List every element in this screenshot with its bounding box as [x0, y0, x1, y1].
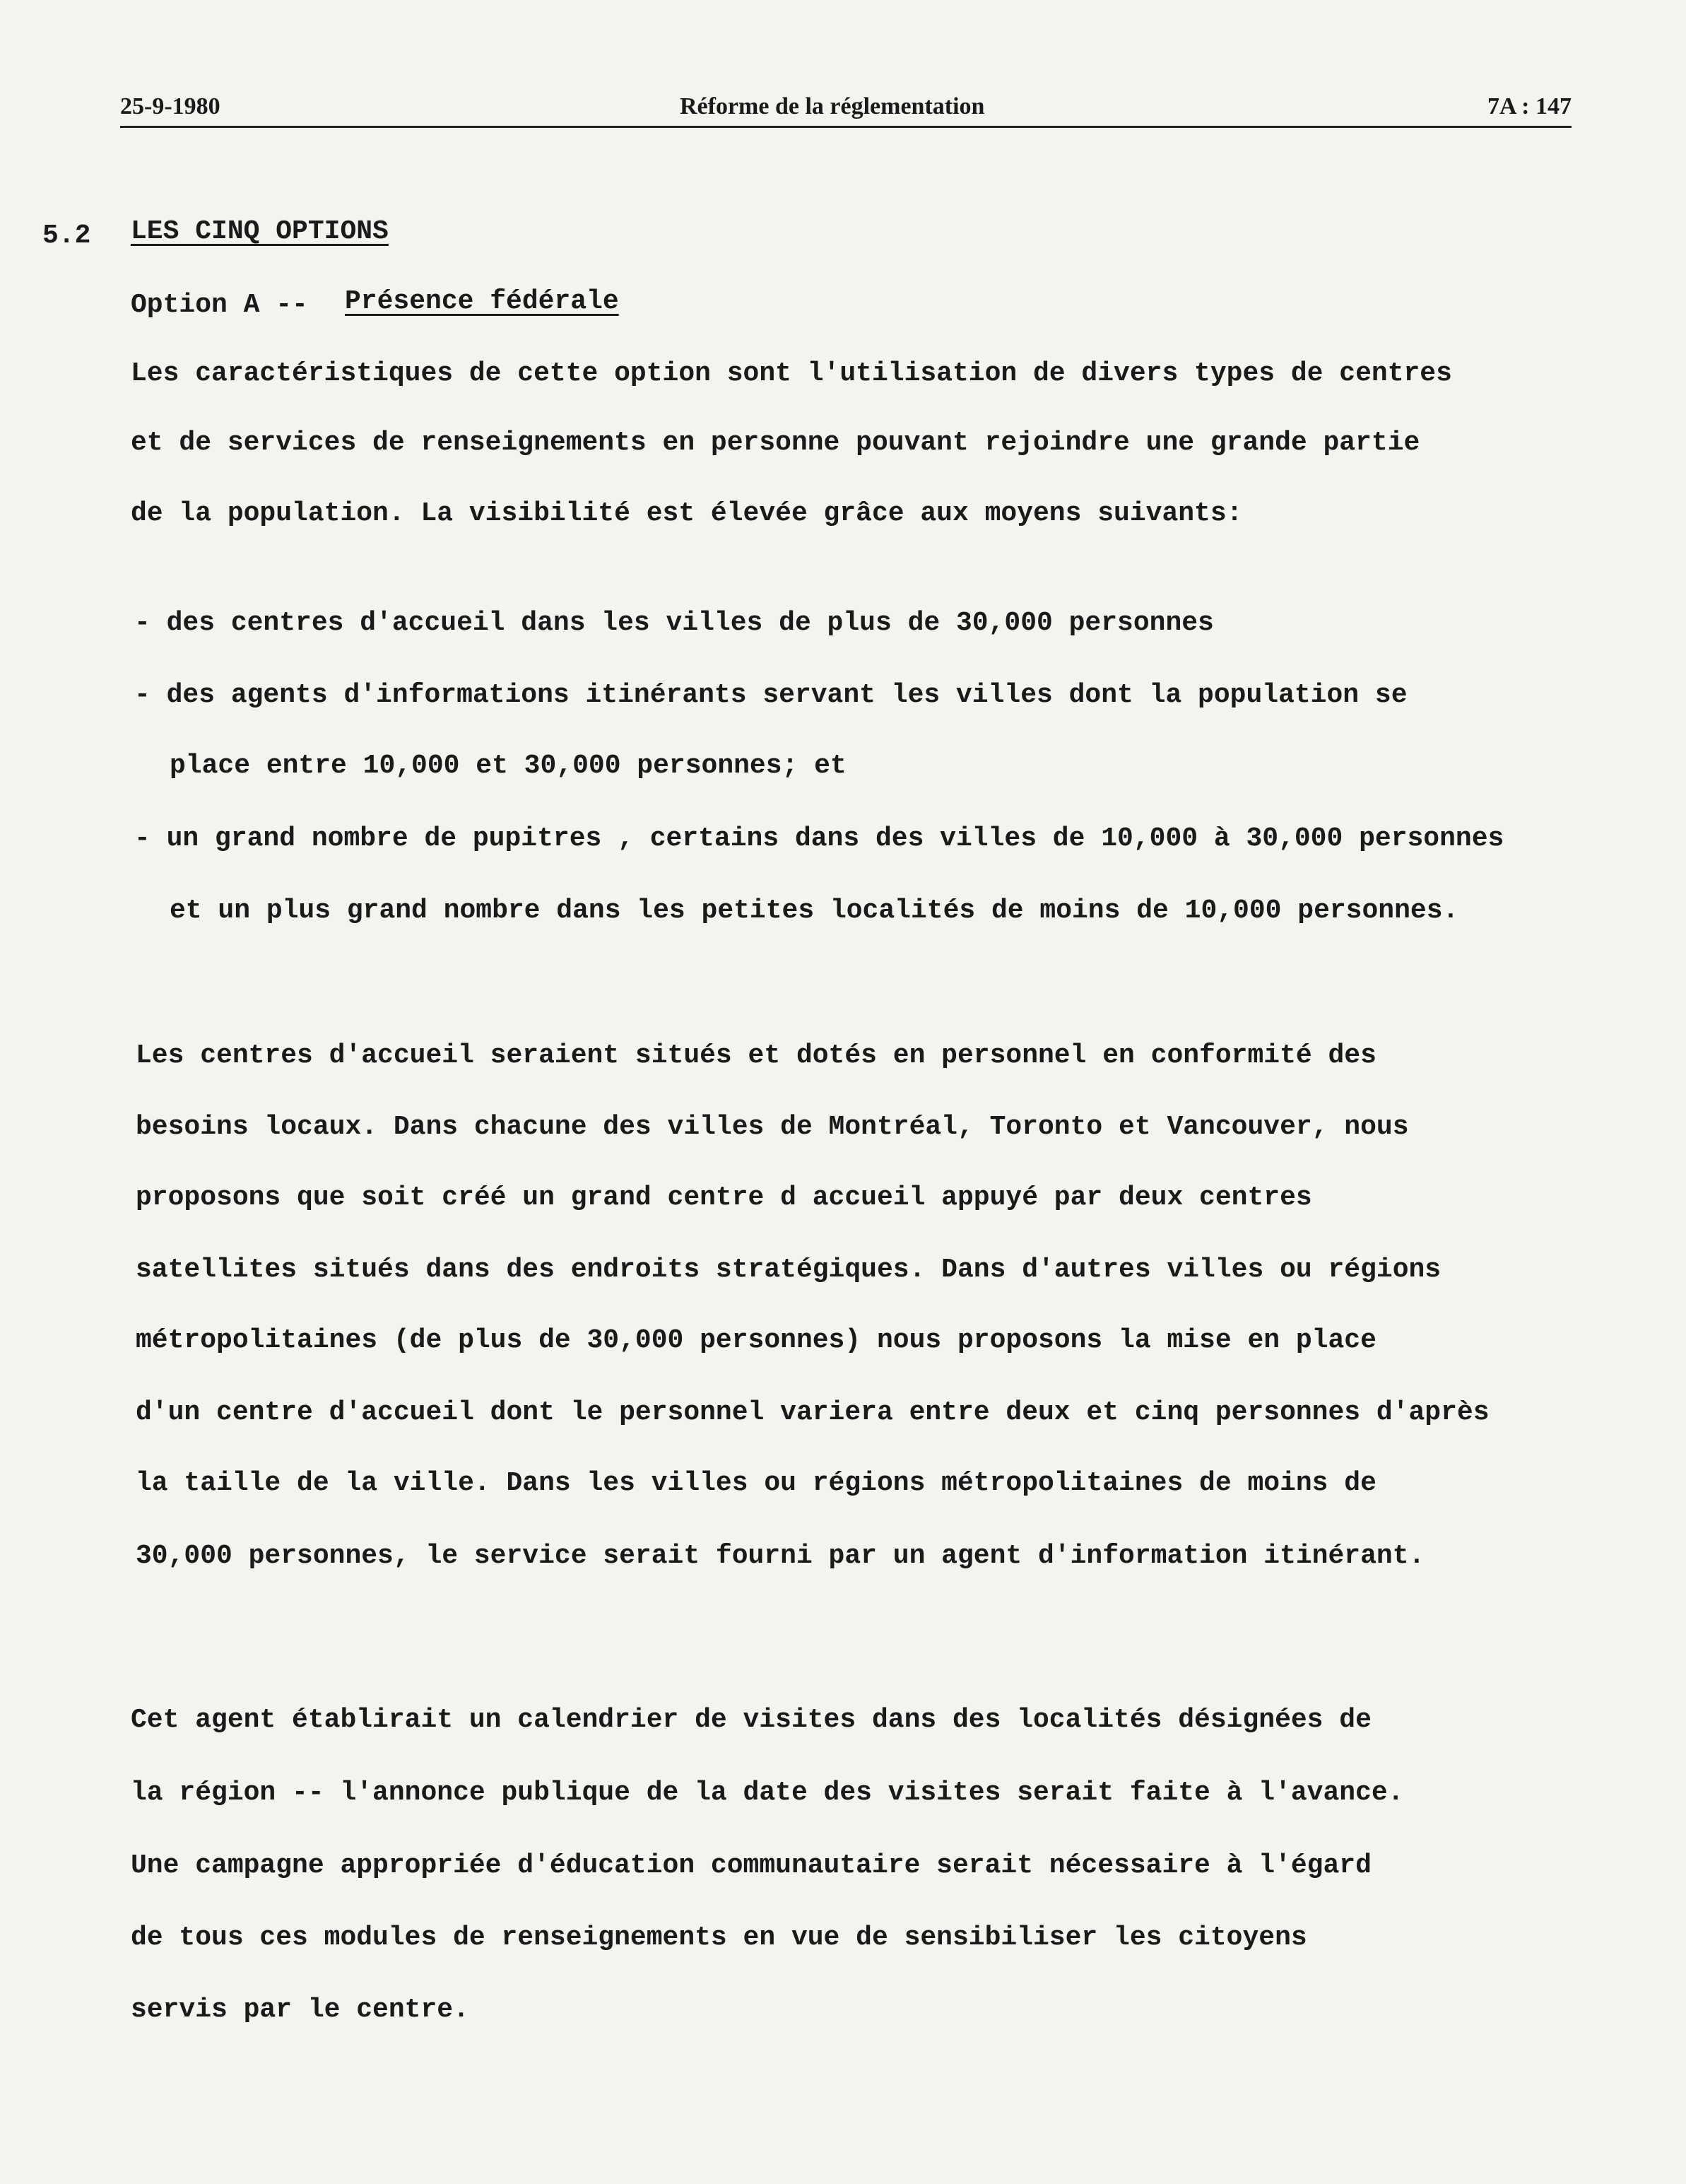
page-header: [120, 90, 1572, 128]
bullet-line: - des agents d'informations itinérants servant les villes dont la population se: [134, 680, 1408, 710]
header-title: Réforme de la réglementation: [680, 93, 985, 119]
option-title: Présence fédérale: [345, 286, 619, 317]
section-number: 5.2: [42, 221, 91, 251]
paragraph-line: proposons que soit créé un grand centre d accueil appuyé par deux centres: [136, 1182, 1312, 1213]
paragraph-line: la région -- l'annonce publique de la date des visites serait faite à l'avance.: [131, 1778, 1404, 1808]
paragraph-line: satellites situés dans des endroits stratégiques. Dans d'autres villes ou régions: [136, 1255, 1442, 1285]
header-page-number: 7A : 147: [1487, 93, 1572, 119]
option-prefix: Option A --: [131, 290, 308, 320]
bullet-line: - des centres d'accueil dans les villes de plus de 30,000 personnes: [134, 608, 1214, 638]
paragraph-line: Cet agent établirait un calendrier de visites dans des localités désignées de: [131, 1705, 1372, 1735]
paragraph-line: de la population. La visibilité est élevée grâce aux moyens suivants:: [131, 498, 1243, 529]
bullet-line: et un plus grand nombre dans les petites localités de moins de 10,000 personnes.: [170, 896, 1459, 926]
paragraph-line: et de services de renseignements en personne pouvant rejoindre une grande partie: [131, 428, 1420, 458]
paragraph-line: servis par le centre.: [131, 1995, 469, 2025]
paragraph-line: Une campagne appropriée d'éducation communautaire serait nécessaire à l'égard: [131, 1850, 1372, 1881]
bullet-line: - un grand nombre de pupitres , certains dans des villes de 10,000 à 30,000 personnes: [134, 823, 1504, 854]
paragraph-line: Les caractéristiques de cette option sont l'utilisation de divers types de centres: [131, 358, 1452, 389]
paragraph-line: la taille de la ville. Dans les villes ou régions métropolitaines de moins de: [136, 1468, 1376, 1498]
section-title: LES CINQ OPTIONS: [131, 216, 389, 247]
bullet-line: place entre 10,000 et 30,000 personnes; et: [170, 751, 847, 781]
header-date: 25-9-1980: [120, 93, 220, 119]
paragraph-line: Les centres d'accueil seraient situés et dotés en personnel en conformité des: [136, 1040, 1376, 1071]
paragraph-line: métropolitaines (de plus de 30,000 personnes) nous proposons la mise en place: [136, 1325, 1376, 1356]
paragraph-line: de tous ces modules de renseignements en vue de sensibiliser les citoyens: [131, 1922, 1307, 1953]
paragraph-line: 30,000 personnes, le service serait fourni par un agent d'information itinérant.: [136, 1541, 1425, 1571]
paragraph-line: d'un centre d'accueil dont le personnel variera entre deux et cinq personnes d'après: [136, 1397, 1490, 1428]
paragraph-line: besoins locaux. Dans chacune des villes de Montréal, Toronto et Vancouver, nous: [136, 1112, 1409, 1142]
